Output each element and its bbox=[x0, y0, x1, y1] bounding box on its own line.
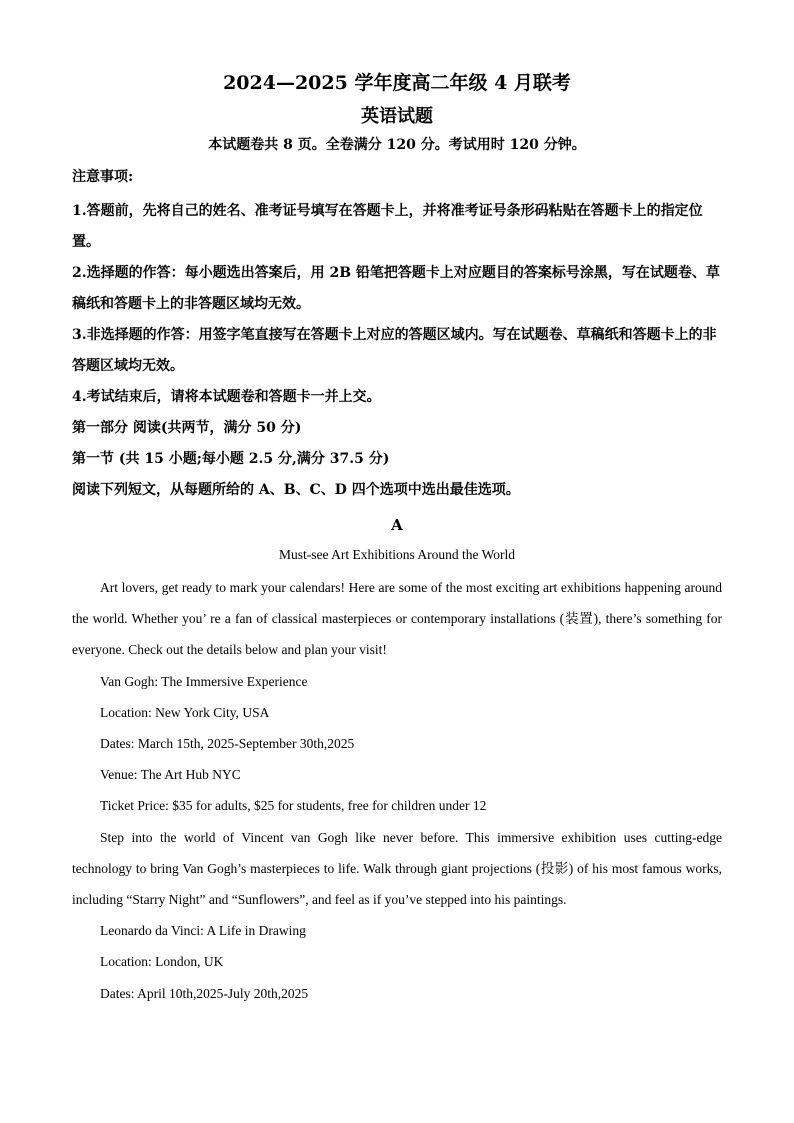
note-item-4: 4.考试结束后，请将本试题卷和答题卡一并上交。 bbox=[72, 389, 381, 405]
passage-intro: Art lovers, get ready to mark your calendars! Here are some of the most exciting art exhibitions happening around the world. Whether you’ re a fan of classical masterpieces or contemporary installations (装置), there’s something for everyone. Check out the details below and plan your visit! bbox=[72, 580, 722, 658]
passage-letter: A bbox=[391, 516, 403, 534]
passage-title: Must-see Art Exhibitions Around the World bbox=[278, 547, 516, 562]
section-instruction: 阅读下列短文，从每题所给的 A、B、C、D 四个选项中选出最佳选项。 bbox=[72, 482, 520, 498]
part-heading: 第一部分 阅读(共两节，满分 50 分) bbox=[72, 420, 302, 436]
exhibit-1-description: Step into the world of Vincent van Gogh like never before. This immersive exhibition uses cutting-edge technology to bring Van Gogh’s masterpieces to life. Walk through giant projections (投影) of his most famous works, including “Starry Night” and “Sunflowers”, and feel as if you’ve stepped into his paintings. bbox=[72, 829, 722, 908]
exhibit-1-location: Location: New York City, USA bbox=[100, 704, 270, 720]
subpart-heading: 第一节 (共 15 小题;每小题 2.5 分,满分 37.5 分) bbox=[72, 451, 390, 467]
exhibit-1-dates: Dates: March 15th, 2025-September 30th,2025 bbox=[100, 736, 355, 752]
exam-meta: 本试题卷共 8 页。全卷满分 120 分。考试用时 120 分钟。 bbox=[208, 137, 586, 153]
exhibit-1-price: Ticket Price: $35 for adults, $25 for students, free for children under 12 bbox=[100, 798, 487, 814]
exhibit-2-location: Location: London, UK bbox=[100, 954, 224, 970]
exam-title: 2024—2025 学年度高二年级 4 月联考 bbox=[223, 72, 571, 94]
note-item-2: 2.选择题的作答：每小题选出答案后，用 2B 铅笔把答题卡上对应题目的答案标号涂黑，写在试题卷、草稿纸和答题卡上的非答题区域均无效。 bbox=[72, 265, 720, 312]
note-item-3: 3.非选择题的作答：用签字笔直接写在答题卡上对应的答题区域内。写在试题卷、草稿纸和答题卡上的非答题区域均无效。 bbox=[72, 327, 717, 374]
exhibit-1-venue: Venue: The Art Hub NYC bbox=[100, 767, 241, 783]
exhibit-2-name: Leonardo da Vinci: A Life in Drawing bbox=[100, 923, 306, 939]
note-item-1: 1.答题前，先将自己的姓名、准考证号填写在答题卡上，并将准考证号条形码粘贴在答题卡上的指定位置。 bbox=[72, 203, 703, 250]
notes-heading: 注意事项: bbox=[72, 169, 134, 185]
subject-title: 英语试题 bbox=[361, 106, 433, 127]
exhibit-1-name: Van Gogh: The Immersive Experience bbox=[100, 673, 308, 689]
exhibit-2-dates: Dates: April 10th,2025-July 20th,2025 bbox=[100, 985, 309, 1001]
